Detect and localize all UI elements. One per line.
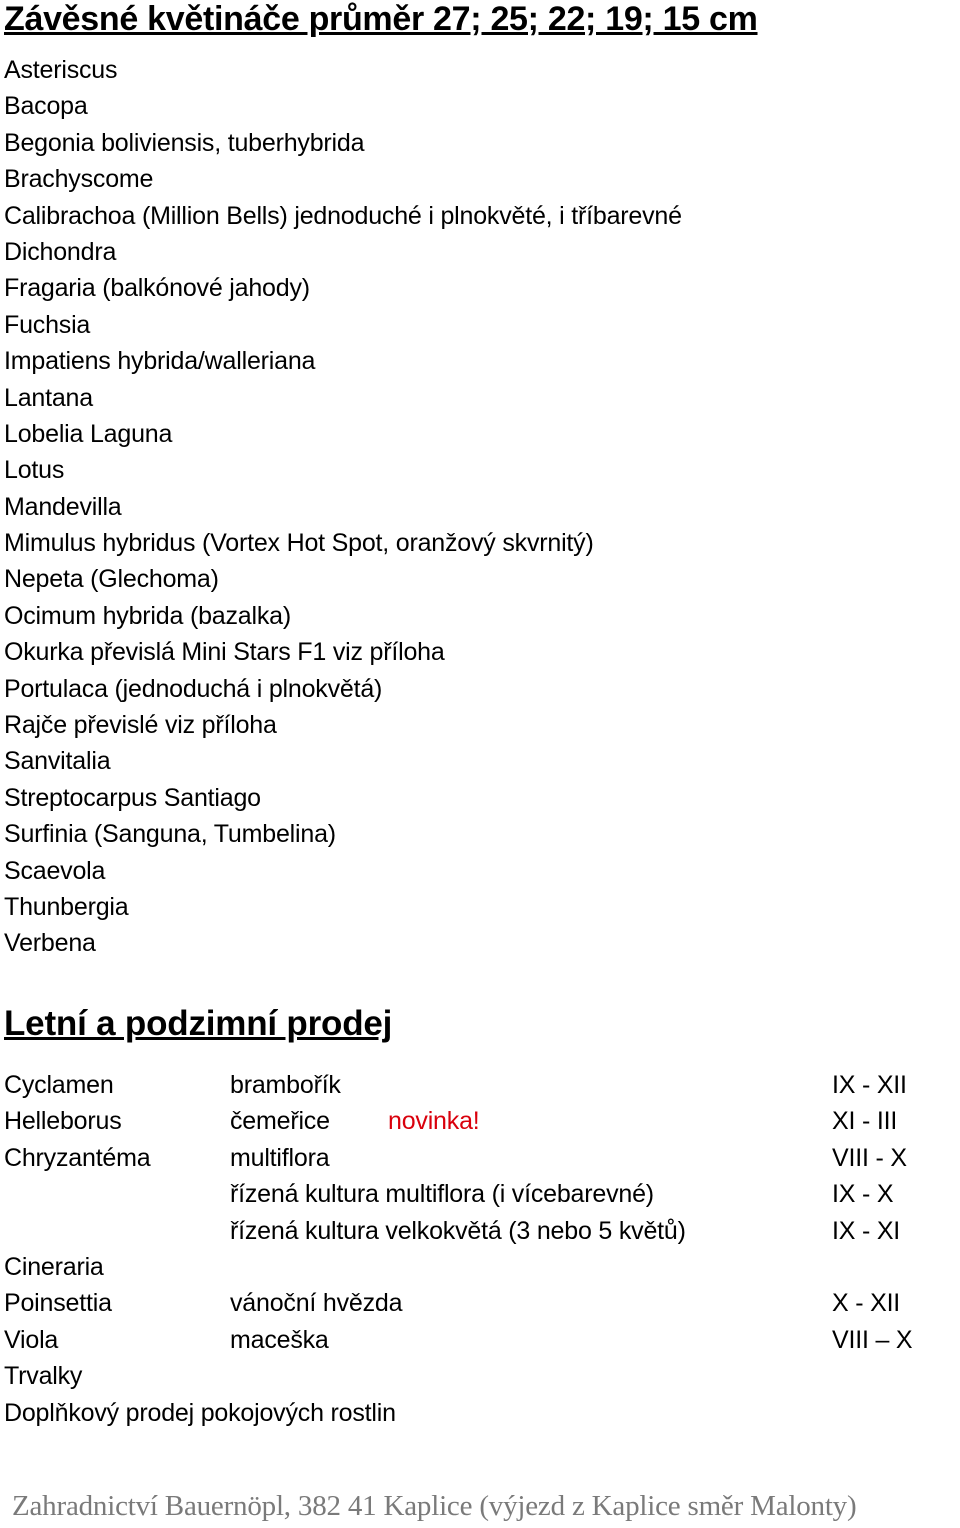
sale-months: XI - III bbox=[832, 1107, 898, 1136]
season-row bbox=[4, 1395, 944, 1431]
plant-list-item: Okurka převislá Mini Stars F1 viz příloha bbox=[4, 638, 445, 667]
czech-name: vánoční hvězda bbox=[230, 1289, 403, 1318]
plant-name: Poinsettia bbox=[4, 1289, 112, 1318]
plant-list-item: Dichondra bbox=[4, 237, 117, 266]
plant-list-item: Begonia boliviensis, tuberhybrida bbox=[4, 128, 365, 157]
plant-list-item: Verbena bbox=[4, 929, 96, 958]
plant-name: Trvalky bbox=[4, 1362, 83, 1391]
new-badge: novinka! bbox=[388, 1107, 480, 1136]
plant-list-item: Surfinia (Sanguna, Tumbelina) bbox=[4, 820, 336, 849]
plant-list-item: Scaevola bbox=[4, 856, 106, 885]
plant-list-item: Mandevilla bbox=[4, 492, 122, 521]
czech-name: čemeřice bbox=[230, 1107, 330, 1136]
hanging-plant-list bbox=[4, 52, 682, 962]
czech-name: maceška bbox=[230, 1325, 329, 1354]
season-row bbox=[4, 1067, 944, 1103]
season-row bbox=[4, 1103, 944, 1139]
sale-months: X - XII bbox=[832, 1289, 901, 1318]
season-row bbox=[4, 1285, 944, 1321]
plant-name: Helleborus bbox=[4, 1107, 122, 1136]
plant-list-item: Rajče převislé viz příloha bbox=[4, 711, 277, 740]
plant-name: Chryzantéma bbox=[4, 1143, 151, 1172]
plant-list-item: Brachyscome bbox=[4, 165, 154, 194]
plant-name: Viola bbox=[4, 1325, 59, 1354]
plant-list-item: Lantana bbox=[4, 383, 93, 412]
sale-months: IX - X bbox=[832, 1180, 894, 1209]
plant-list-item: Bacopa bbox=[4, 92, 88, 121]
czech-name: řízená kultura velkokvětá (3 nebo 5 květů) bbox=[230, 1216, 686, 1245]
plant-list-item: Fragaria (balkónové jahody) bbox=[4, 274, 310, 303]
sale-months: IX - XI bbox=[832, 1216, 901, 1245]
plant-list-item: Calibrachoa (Million Bells) jednoduché i plnokvěté, i tříbarevné bbox=[4, 201, 682, 230]
sale-months: VIII – X bbox=[832, 1325, 913, 1354]
sale-months: VIII - X bbox=[832, 1143, 907, 1172]
season-row bbox=[4, 1213, 944, 1249]
plant-list-item: Lotus bbox=[4, 456, 65, 485]
plant-list-item: Thunbergia bbox=[4, 892, 129, 921]
czech-name: multiflora bbox=[230, 1143, 330, 1172]
season-row bbox=[4, 1322, 944, 1358]
season-sale-heading: Letní a podzimní prodej bbox=[4, 1004, 393, 1043]
nursery-address-footer: Zahradnictví Bauernöpl, 382 41 Kaplice (výjezd z Kaplice směr Malonty) bbox=[12, 1490, 857, 1522]
season-row bbox=[4, 1249, 944, 1285]
season-row bbox=[4, 1358, 944, 1394]
plant-list-item: Fuchsia bbox=[4, 310, 91, 339]
page-title: Závěsné květináče průměr 27; 25; 22; 19; 15 cm bbox=[4, 0, 758, 38]
plant-list-item: Impatiens hybrida/walleriana bbox=[4, 347, 316, 376]
plant-name: Cyclamen bbox=[4, 1071, 114, 1099]
plant-list-item: Nepeta (Glechoma) bbox=[4, 565, 219, 594]
plant-name: Cineraria bbox=[4, 1252, 104, 1281]
season-row bbox=[4, 1140, 944, 1176]
plant-list-item: Sanvitalia bbox=[4, 747, 111, 776]
plant-list-item: Asteriscus bbox=[4, 56, 118, 84]
season-row bbox=[4, 1176, 944, 1212]
sale-months: IX - XII bbox=[832, 1071, 907, 1099]
plant-list-item: Lobelia Laguna bbox=[4, 419, 173, 448]
plant-list-item: Portulaca (jednoduchá i plnokvětá) bbox=[4, 674, 383, 703]
plant-name: Doplňkový prodej pokojových rostlin bbox=[4, 1398, 396, 1427]
plant-list-item: Streptocarpus Santiago bbox=[4, 783, 261, 812]
czech-name: brambořík bbox=[230, 1071, 341, 1099]
czech-name: řízená kultura multiflora (i vícebarevné) bbox=[230, 1180, 654, 1209]
plant-list-item: Ocimum hybrida (bazalka) bbox=[4, 601, 291, 630]
season-sale-table bbox=[4, 1067, 944, 1431]
plant-list-item: Mimulus hybridus (Vortex Hot Spot, oranžový skvrnitý) bbox=[4, 529, 594, 558]
